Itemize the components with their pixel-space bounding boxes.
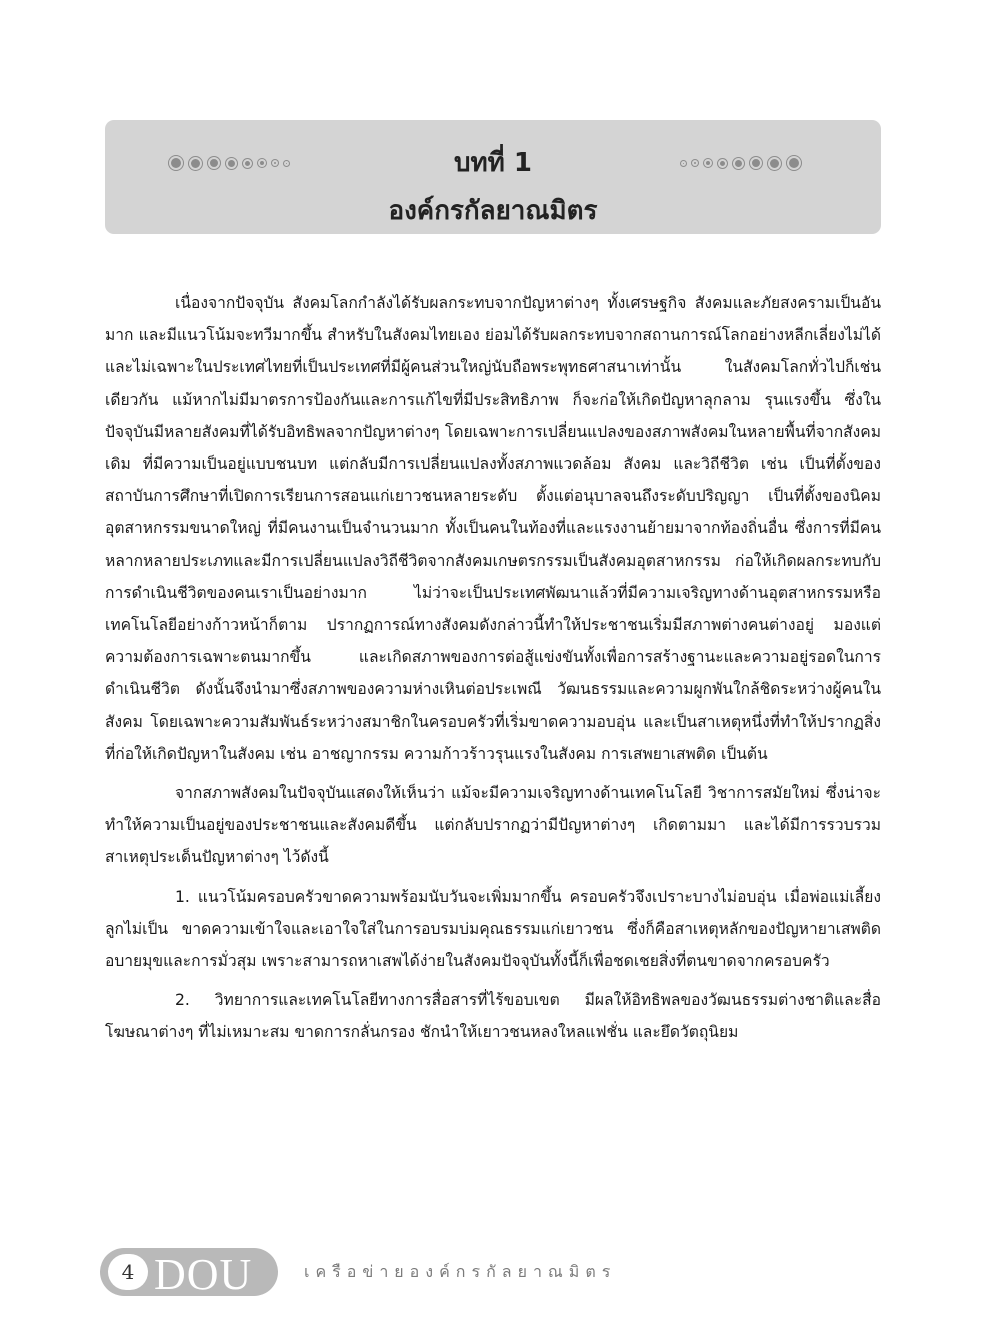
footer-caption: เครือข่ายองค์กรกัลยาณมิตร bbox=[304, 1262, 617, 1281]
chapter-title: องค์กรกัลยาณมิตร bbox=[388, 196, 598, 226]
decor-dot bbox=[787, 156, 801, 170]
paragraph-item-2: 2. วิทยาการและเทคโนโลยีทางการสื่อสารที่ไร้ขอบเขต มีผลให้อิทธิพลของวัฒนธรรมต่างชาติและสื่อโฆษณาต่างๆ ที่ไม่เหมาะสม ขาดการกลั่นกรอง ชักนำให้เยาวชนหลงใหลแฟชั่น และยึดวัตถุนิยม bbox=[105, 991, 881, 1042]
decor-dot bbox=[768, 157, 781, 170]
decor-dot bbox=[718, 159, 727, 168]
footer-badge bbox=[100, 1248, 278, 1299]
chapter-number: บทที่ 1 bbox=[454, 148, 532, 178]
decor-dot bbox=[681, 161, 686, 166]
decor-dot bbox=[704, 159, 712, 167]
chapter-banner bbox=[105, 120, 881, 234]
paragraph-summary: จากสภาพสังคมในปัจจุบันแสดงให้เห็นว่า แม้จะมีความเจริญทางด้านเทคโนโลยี วิชาการสมัยใหม่ ซึ่งน่าจะทำให้ความเป็นอยู่ของประชาชนและสังคมดีขึ้น แต่กลับปรากฏว่ามีปัญหาต่างๆ เกิดตามมา และได้มีการรวบรวมสาเหตุประเด็นปัญหาต่างๆ ไว้ดังนี้ bbox=[105, 784, 881, 867]
paragraph-intro: เนื่องจากปัจจุบัน สังคมโลกกำลังได้รับผลกระทบจากปัญหาต่างๆ ทั้งเศรษฐกิจ สังคมและภัยสงครามเป็นอันมาก และมีแนวโน้มจะทวีมากขึ้น สำหรับในสังคมไทยเอง ย่อมได้รับผลกระทบจากสถานการณ์โลกอย่างหลีกเลี่ยงไม่ได้ และไม่เฉพาะในประเทศไทยที่เป็นประเทศที่มีผู้คนส่วนใหญ่นับถือพระพุทธศาสนาเท่านั้น ในสังคมโลกทั่วไปก็เช่นเดียวกัน แม้หากไม่มีมาตรการป้องกันและการแก้ไขที่มีประสิทธิภาพ ก็จะก่อให้เกิดปัญหาลุกลาม รุนแรงขึ้น ซึ่งในปัจจุบันมีหลายสังคมที่ได้รับอิทธิพลจากปัญหาต่างๆ โดยเฉพาะการเปลี่ยนแปลงของสภาพสังคมในหลายพื้นที่จากสังคมเดิม ที่มีความเป็นอยู่แบบชนบท แต่กลับมีการเปลี่ยนแปลงทั้งสภาพแวดล้อม สังคม และวิถีชีวิต เช่น เป็นที่ตั้งของสถาบันการศึกษาที่เปิดการเรียนการสอนแก่เยาวชนหลายระดับ ตั้งแต่อนุบาลจนถึงระดับปริญญา เป็นที่ตั้งของนิคมอุตสาหกรรมขนาดใหญ่ ที่มีคนงานเป็นจำนวนมาก ทั้งเป็นคนในท้องที่และแรงงานย้ายมาจากท้องถิ่นอื่น ซึ่งการที่มีคนหลากหลายประเภทและมีการเปลี่ยนแปลงวิถีชีวิตจากสังคมเกษตรกรรมเป็นสังคมอุตสาหกรรม ก่อให้เกิดผลกระทบกับการดำเนินชีวิตของคนเราเป็นอย่างมาก ไม่ว่าจะเป็นประเทศพัฒนาแล้วที่มีความเจริญทางด้านอุตสาหกรรมหรือเทคโนโลยีอย่างก้าวหน้าก็ตาม ปรากฏการณ์ทางสังคมดังกล่าวนี้ทำให้ประชาชนเริ่มมีสภาพต่างคนต่างอยู่ มองแต่ความต้องการเฉพาะตนมากขึ้น และเกิดสภาพของการต่อสู้แข่งขันทั้งเพื่อการสร้างฐานะและความอยู่รอดในการดำเนินชีวิต ดังนั้นจึงนำมาซึ่งสภาพของความห่างเหินต่อประเพณี วัฒนธรรมและความผูกพันใกล้ชิดระหว่างผู้คนในสังคม โดยเฉพาะความสัมพันธ์ระหว่างสมาชิกในครอบครัวที่เริ่มขาดความอบอุ่น และเป็นสาเหตุหนึ่งที่ทำให้ปรากฏสิ่งที่ก่อให้เกิดปัญหาในสังคม เช่น อาชญากรรม ความก้าวร้าวรุนแรงในสังคม การเสพยาเสพติด เป็นต้น bbox=[105, 294, 881, 763]
paragraph-item-1: 1. แนวโน้มครอบครัวขาดความพร้อมนับวันจะเพิ่มมากขึ้น ครอบครัวจึงเปราะบางไม่อบอุ่น เมื่อพ่อแม่เลี้ยงลูกไม่เป็น ขาดความเข้าใจและเอาใจใส่ในการอบรมบ่มคุณธรรมแก่เยาวชน ซึ่งก็คือสาเหตุหลักของปัญหายาเสพติด อบายมุขและการมั่วสุม เพราะสามารถหาเสพได้ง่ายในสังคมปัจจุบันทั้งนี้ก็เพื่อชดเชยสิ่งที่ตนขาดจากครอบครัว bbox=[105, 887, 881, 971]
dou-logo: DOU bbox=[154, 1250, 253, 1299]
page-number: 4 bbox=[108, 1254, 148, 1290]
decor-dot bbox=[733, 158, 744, 169]
decor-dot bbox=[750, 157, 762, 169]
decor-dot bbox=[692, 160, 698, 166]
decorative-dots-right bbox=[675, 156, 801, 170]
body-text bbox=[105, 287, 881, 1049]
